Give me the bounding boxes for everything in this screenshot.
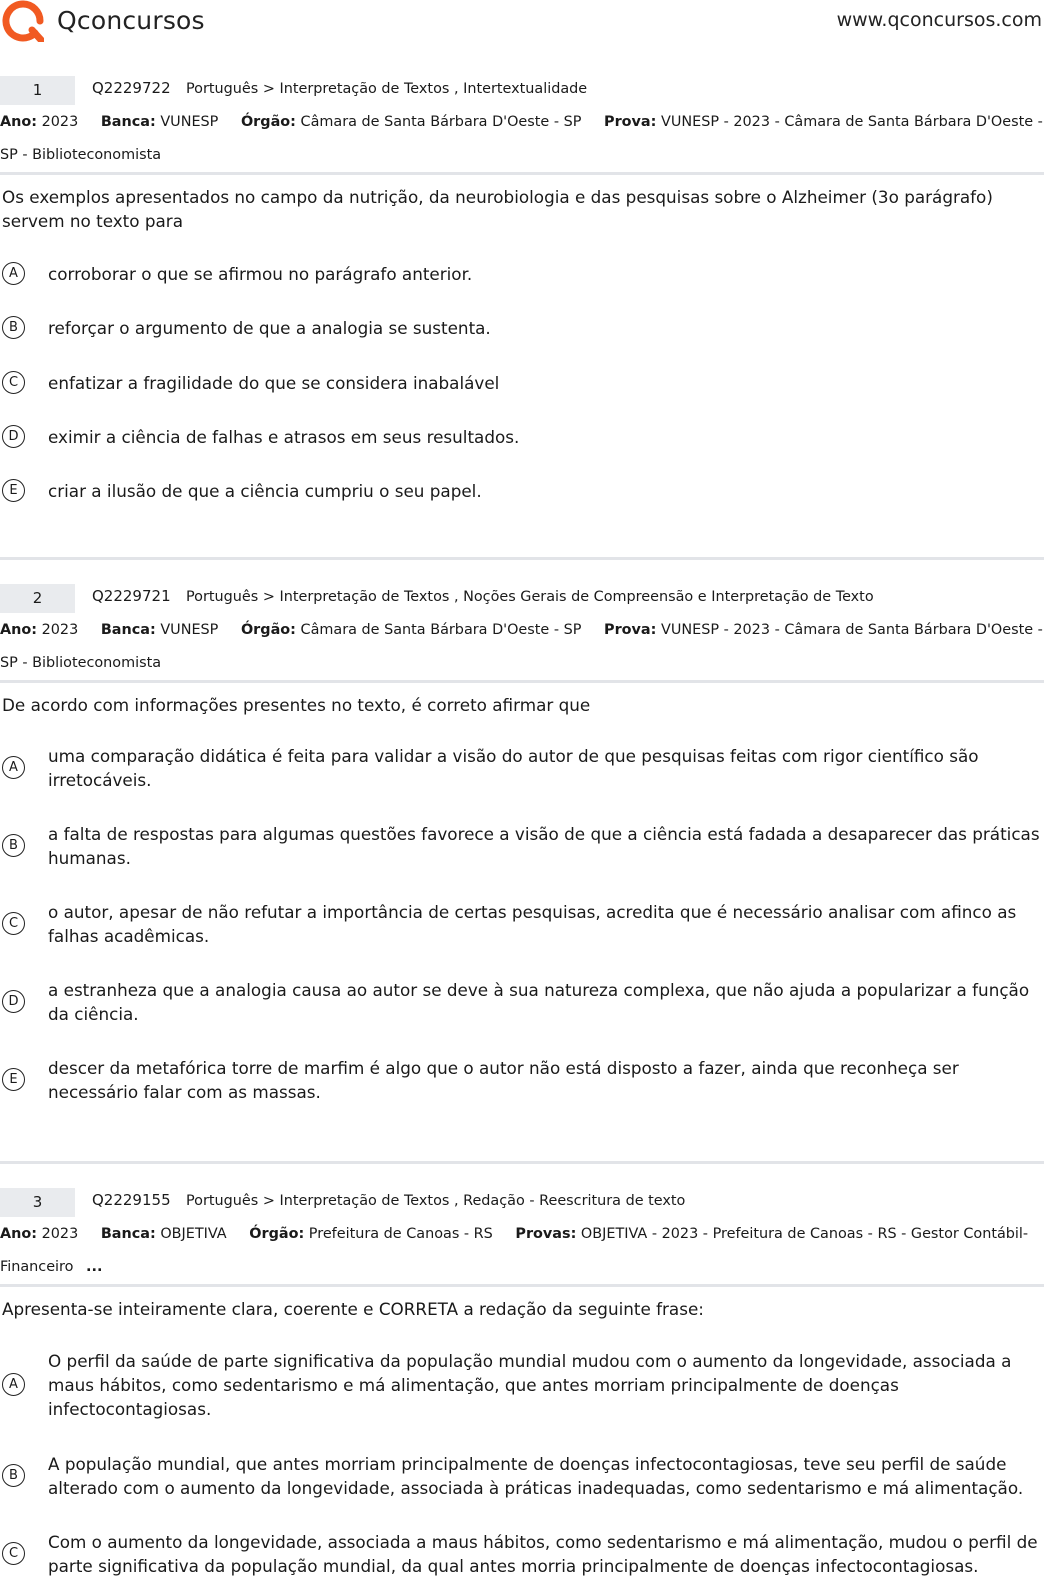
alternative-text: o autor, apesar de não refutar a importância de certas pesquisas, acredita que é necessário analisar com afinco as falhas acadêmicas.: [48, 902, 1017, 946]
alternative-letter-badge: C: [2, 371, 25, 394]
alternative-d[interactable]: [0, 963, 1044, 1041]
orgao-label: Órgão:: [240, 114, 296, 130]
orgao-label: Órgão:: [240, 622, 296, 638]
alternative-text: enfatizar a fragilidade do que se considera inabalável: [48, 372, 500, 393]
site-url[interactable]: www.qconcursos.com: [836, 9, 1042, 31]
alternative-b[interactable]: [0, 1437, 1044, 1515]
alternative-text: Com o aumento da longevidade, associada a maus hábitos, como sedentarismo e má alimentação, mudou o perfil de parte significativa da população mundial, da qual antes morria principalmente de doenças infectocontagiosas.: [48, 1532, 1038, 1576]
question-subject: Português > Interpretação de Textos , Noções Gerais de Compreensão e Interpretação de Texto: [186, 589, 874, 605]
qconcursos-logo-icon: [2, 0, 44, 42]
question-card: [0, 76, 1044, 518]
ano-label: Ano:: [0, 114, 38, 130]
question-meta: [0, 106, 1044, 172]
alternative-letter-badge: C: [2, 1542, 25, 1565]
question-stem: Os exemplos apresentados no campo da nutrição, da neurobiologia e das pesquisas sobre o Alzheimer (3o parágrafo) servem no texto para: [2, 187, 993, 231]
question-subject: Português > Interpretação de Textos , Redação - Reescritura de texto: [186, 1193, 686, 1209]
alternative-a[interactable]: [0, 1333, 1044, 1437]
question-id[interactable]: Q2229155: [92, 1191, 171, 1209]
alternative-e[interactable]: [0, 1041, 1044, 1119]
question-id[interactable]: Q2229721: [92, 587, 171, 605]
banca-value: OBJETIVA: [160, 1226, 227, 1242]
divider: [0, 680, 1044, 683]
question-number: 1: [0, 76, 75, 105]
ano-label: Ano:: [0, 622, 38, 638]
question-stem: Apresenta-se inteiramente clara, coerente e CORRETA a redação da seguinte frase:: [2, 1299, 704, 1319]
ano-value: 2023: [41, 622, 79, 638]
question-header: [0, 76, 1044, 106]
brand-name: Qconcursos: [57, 6, 205, 35]
ano-value: 2023: [41, 114, 79, 130]
question-number: 2: [0, 584, 75, 613]
banca-label: Banca:: [100, 1226, 156, 1242]
page-header: [0, 0, 1044, 48]
alternative-text: descer da metafórica torre de marfim é algo que o autor não está disposto a fazer, ainda que reconheça ser necessário falar com as massas.: [48, 1058, 959, 1102]
divider: [0, 172, 1044, 175]
alternative-letter-badge: B: [2, 1464, 25, 1487]
orgao-value: Câmara de Santa Bárbara D'Oeste - SP: [300, 622, 582, 638]
alternative-letter-badge: B: [2, 316, 25, 339]
question-header: [0, 1188, 1044, 1218]
question-number: 3: [0, 1188, 75, 1217]
alternative-letter-badge: B: [2, 834, 25, 857]
alternative-text: A população mundial, que antes morriam principalmente de doenças infectocontagiosas, teve seu perfil de saúde alterado com o aumento da longevidade, associada à práticas inadequadas, como sedentarismo e má alimentação.: [48, 1454, 1024, 1498]
ano-value: 2023: [41, 1226, 79, 1242]
alternatives-list: [0, 729, 1044, 1119]
prova-label: Prova:: [604, 622, 657, 638]
provas-value: OBJETIVA - 2023 - Prefeitura de Canoas - RS - Gestor Contábil-Financeiro: [0, 1226, 1029, 1275]
question-meta: [0, 614, 1044, 680]
alternative-letter-badge: A: [2, 262, 25, 285]
provas-label: Provas:: [515, 1226, 577, 1242]
question-card: [0, 584, 1044, 1119]
alternative-letter-badge: E: [2, 1068, 25, 1091]
alternative-text: a estranheza que a analogia causa ao autor se deve à sua natureza complexa, que não ajuda a popularizar a função da ciência.: [48, 980, 1030, 1024]
question-header: [0, 584, 1044, 614]
orgao-label: Órgão:: [249, 1226, 305, 1242]
alternative-b[interactable]: [0, 301, 1044, 355]
question-meta: [0, 1218, 1044, 1284]
question-stem: De acordo com informações presentes no texto, é correto afirmar que: [2, 695, 591, 715]
alternative-text: uma comparação didática é feita para validar a visão do autor de que pesquisas feitas com rigor científico são irretocáveis.: [48, 746, 979, 790]
question-divider: [0, 1161, 1044, 1164]
question-id[interactable]: Q2229722: [92, 79, 171, 97]
alternative-a[interactable]: [0, 247, 1044, 301]
banca-value: VUNESP: [160, 114, 219, 130]
alternative-e[interactable]: [0, 464, 1044, 518]
alternative-c[interactable]: [0, 355, 1044, 410]
alternative-d[interactable]: [0, 410, 1044, 464]
alternative-b[interactable]: [0, 807, 1044, 885]
alternative-text: O perfil da saúde de parte significativa da população mundial mudou com o aumento da longevidade, associada a maus hábitos, como sedentarismo e má alimentação, que antes morriam principalmente de doenças infectocontagiosas.: [48, 1351, 1012, 1419]
alternative-text: reforçar o argumento de que a analogia se sustenta.: [48, 318, 491, 338]
alternative-text: corroborar o que se afirmou no parágrafo anterior.: [48, 264, 473, 284]
orgao-value: Prefeitura de Canoas - RS: [308, 1226, 493, 1242]
prova-value: VUNESP - 2023 - Câmara de Santa Bárbara D'Oeste - SP - Biblioteconomista: [0, 622, 1043, 671]
question-subject: Português > Interpretação de Textos , Intertextualidade: [186, 81, 588, 97]
divider: [0, 1284, 1044, 1287]
alternative-c[interactable]: [0, 885, 1044, 963]
more-provas-ellipsis[interactable]: ...: [86, 1259, 103, 1275]
alternative-text: eximir a ciência de falhas e atrasos em seus resultados.: [48, 427, 520, 447]
alternative-c[interactable]: [0, 1515, 1044, 1593]
banca-value: VUNESP: [160, 622, 219, 638]
alternatives-list: [0, 247, 1044, 518]
alternative-letter-badge: E: [2, 479, 25, 502]
alternative-text: criar a ilusão de que a ciência cumpriu o seu papel.: [48, 481, 482, 501]
orgao-value: Câmara de Santa Bárbara D'Oeste - SP: [300, 114, 582, 130]
prova-label: Prova:: [604, 114, 657, 130]
alternative-text: a falta de respostas para algumas questões favorece a visão de que a ciência está fadada a desaparecer das práticas humanas.: [48, 824, 1040, 868]
banca-label: Banca:: [100, 622, 156, 638]
question-card: [0, 1188, 1044, 1593]
banca-label: Banca:: [100, 114, 156, 130]
alternative-a[interactable]: [0, 729, 1044, 807]
prova-value: VUNESP - 2023 - Câmara de Santa Bárbara D'Oeste - SP - Biblioteconomista: [0, 114, 1043, 163]
alternative-letter-badge: A: [2, 1373, 25, 1396]
alternative-letter-badge: D: [2, 425, 25, 448]
ano-label: Ano:: [0, 1226, 38, 1242]
question-divider: [0, 557, 1044, 560]
alternatives-list: [0, 1333, 1044, 1593]
alternative-letter-badge: A: [2, 756, 25, 779]
alternative-letter-badge: D: [2, 990, 25, 1013]
alternative-letter-badge: C: [2, 912, 25, 935]
